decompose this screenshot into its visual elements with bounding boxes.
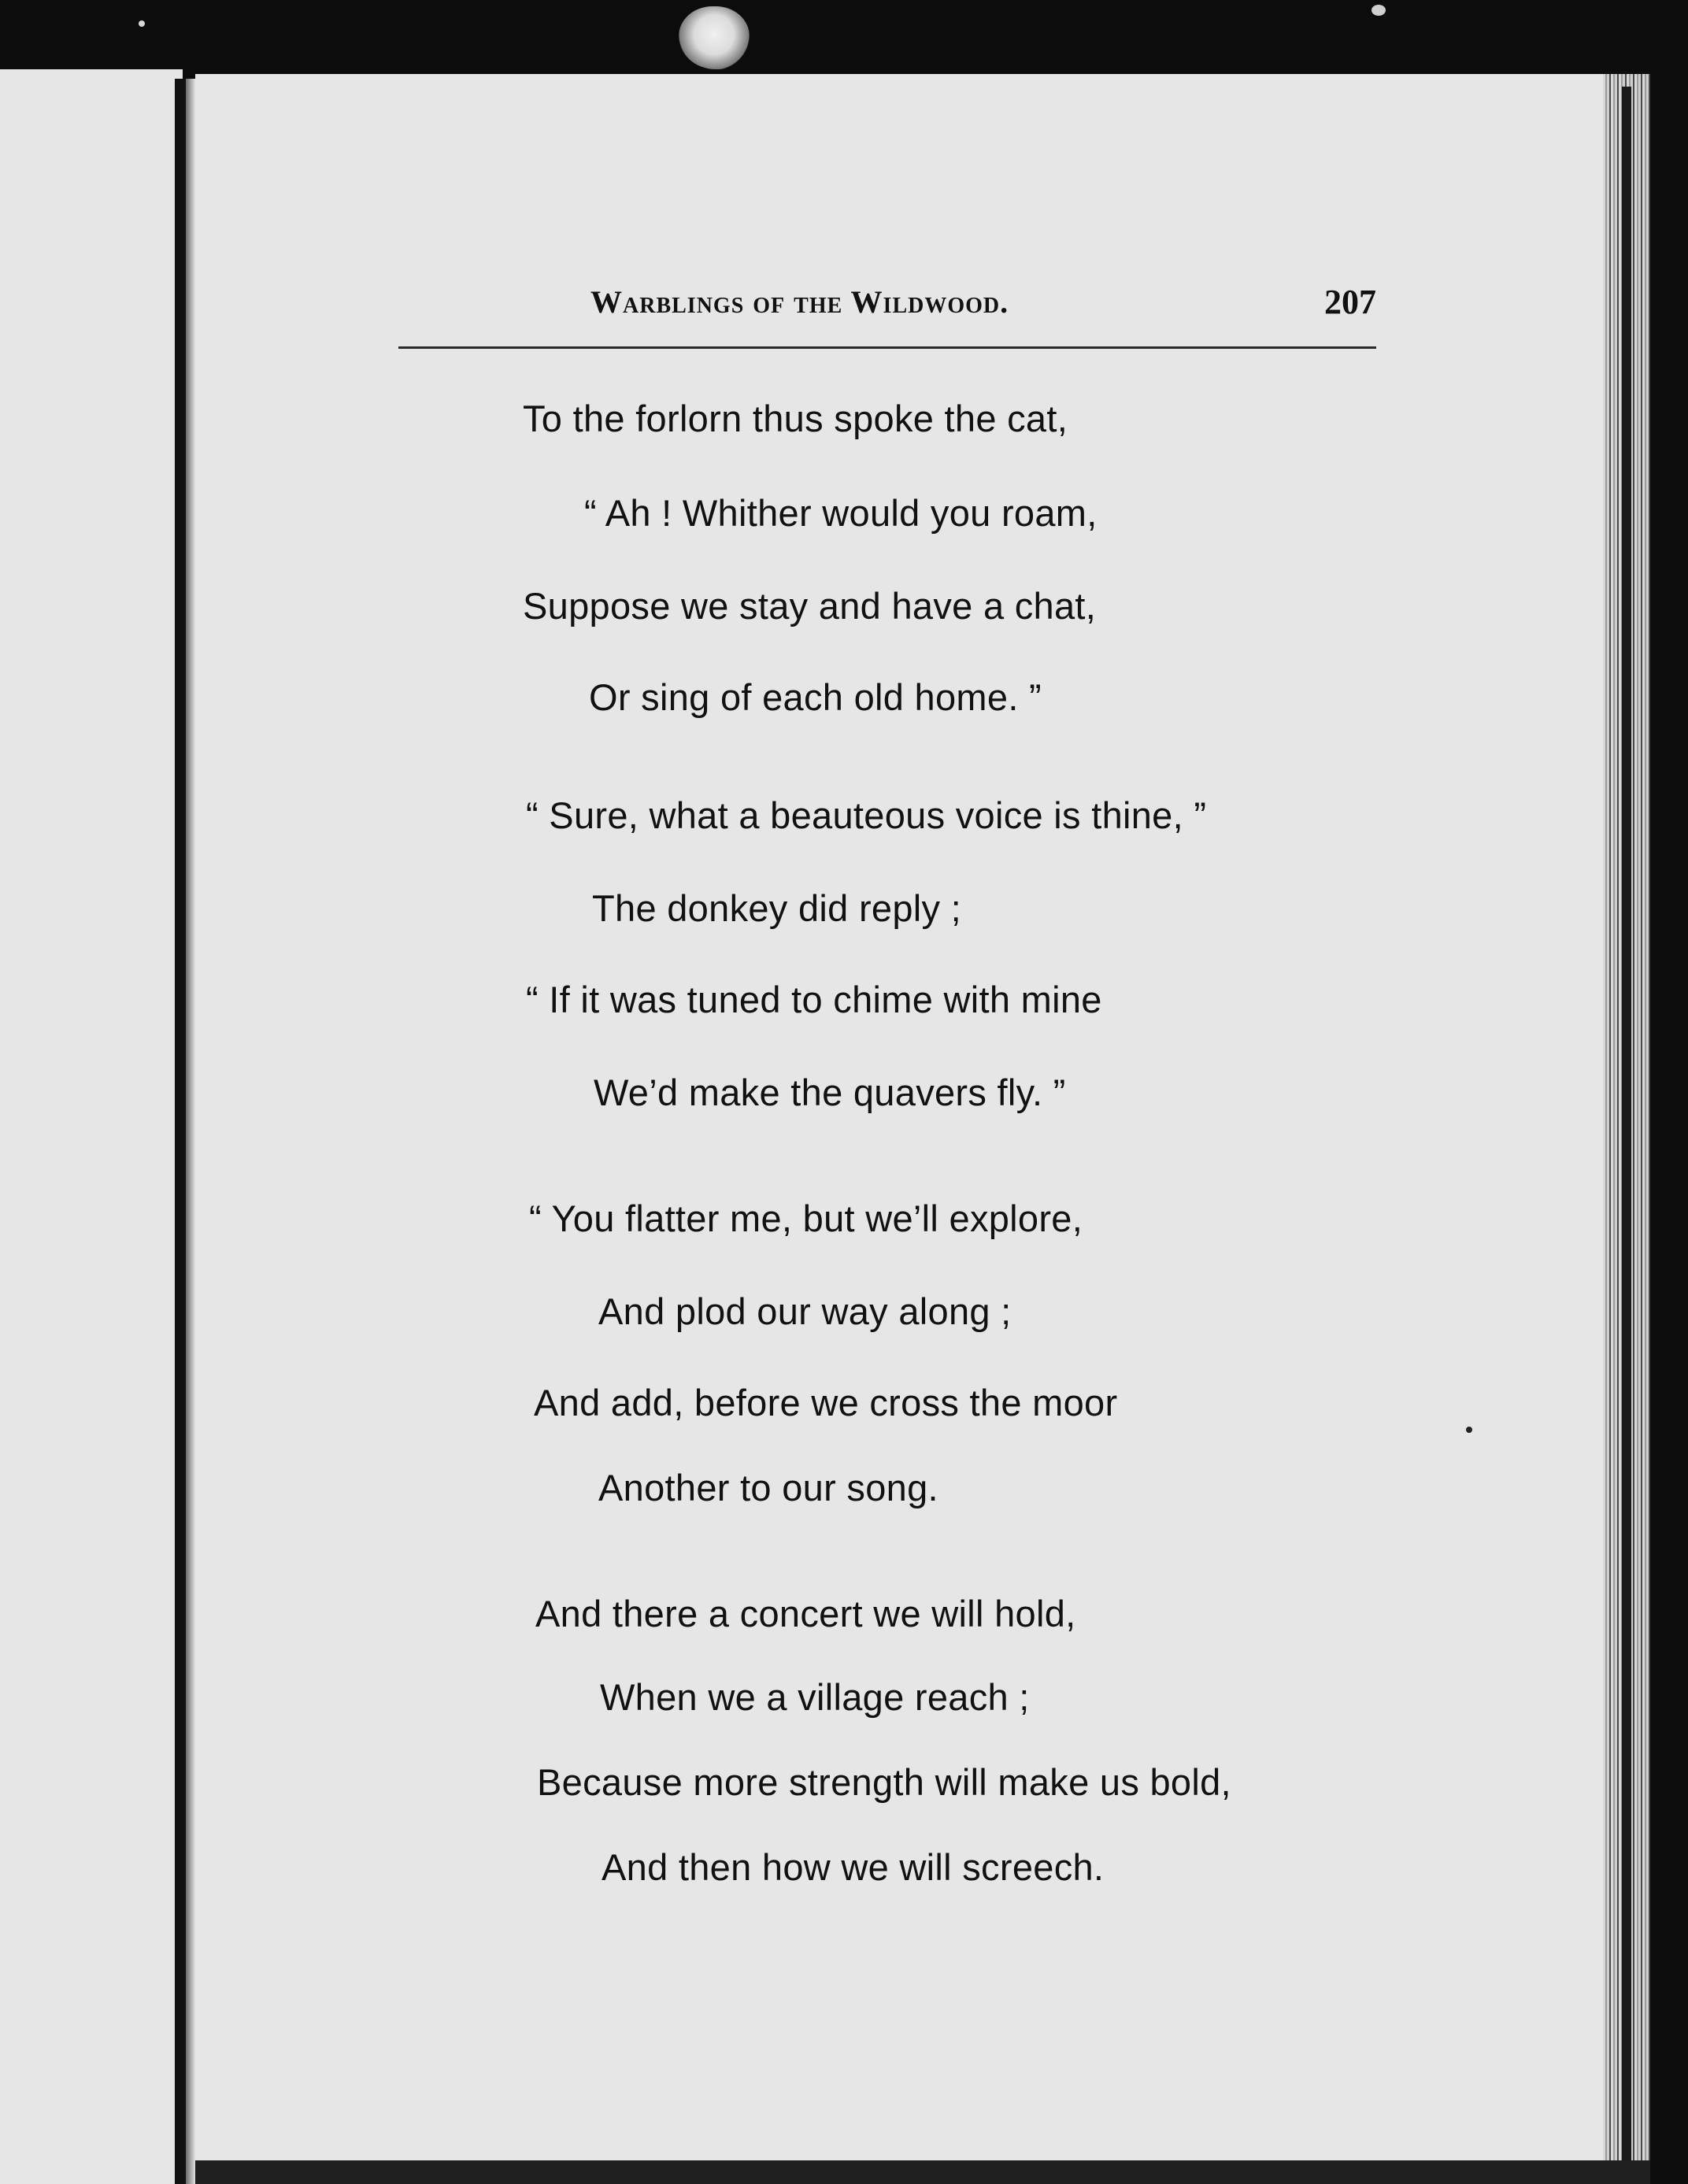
verse-line: “ If it was tuned to chime with mine <box>526 979 1102 1020</box>
ink-speck <box>1466 1427 1472 1433</box>
running-head <box>400 279 1376 326</box>
scan-dot <box>139 20 145 27</box>
binding-gutter <box>175 79 186 2184</box>
verse-line: And there a concert we will hold, <box>535 1593 1076 1634</box>
verse-line: “ Ah ! Whither would you roam, <box>584 492 1098 534</box>
verse-line: And plod our way along ; <box>598 1290 1012 1332</box>
page-number: 207 <box>1324 283 1376 321</box>
verse-line: We’d make the quavers fly. ” <box>594 1072 1066 1113</box>
running-head-title: Warblings of the Wildwood. <box>590 284 1009 320</box>
gutter-shadow <box>186 79 195 2184</box>
page-bottom-edge <box>195 2160 1650 2184</box>
verse-line: Because more strength will make us bold, <box>537 1761 1231 1803</box>
previous-page-strip <box>0 69 183 2184</box>
page-edge-shadow <box>1622 87 1631 2184</box>
verse-line: To the forlorn thus spoke the cat, <box>523 398 1068 439</box>
verse-line: Another to our song. <box>598 1467 938 1508</box>
verse-line: Or sing of each old home. ” <box>589 676 1042 718</box>
verse-line: And add, before we cross the moor <box>534 1382 1118 1423</box>
header-rule <box>398 346 1376 349</box>
verse-line: Suppose we stay and have a chat, <box>523 585 1097 627</box>
scan-dot <box>1372 5 1386 16</box>
verse-line: “ Sure, what a beauteous voice is thine, ” <box>526 794 1207 836</box>
verse-line: The donkey did reply ; <box>592 887 962 929</box>
verse-line: And then how we will screech. <box>602 1846 1105 1888</box>
verse-line: When we a village reach ; <box>600 1676 1030 1718</box>
verse-line: “ You flatter me, but we’ll explore, <box>529 1197 1083 1239</box>
scan-speck <box>679 6 750 69</box>
